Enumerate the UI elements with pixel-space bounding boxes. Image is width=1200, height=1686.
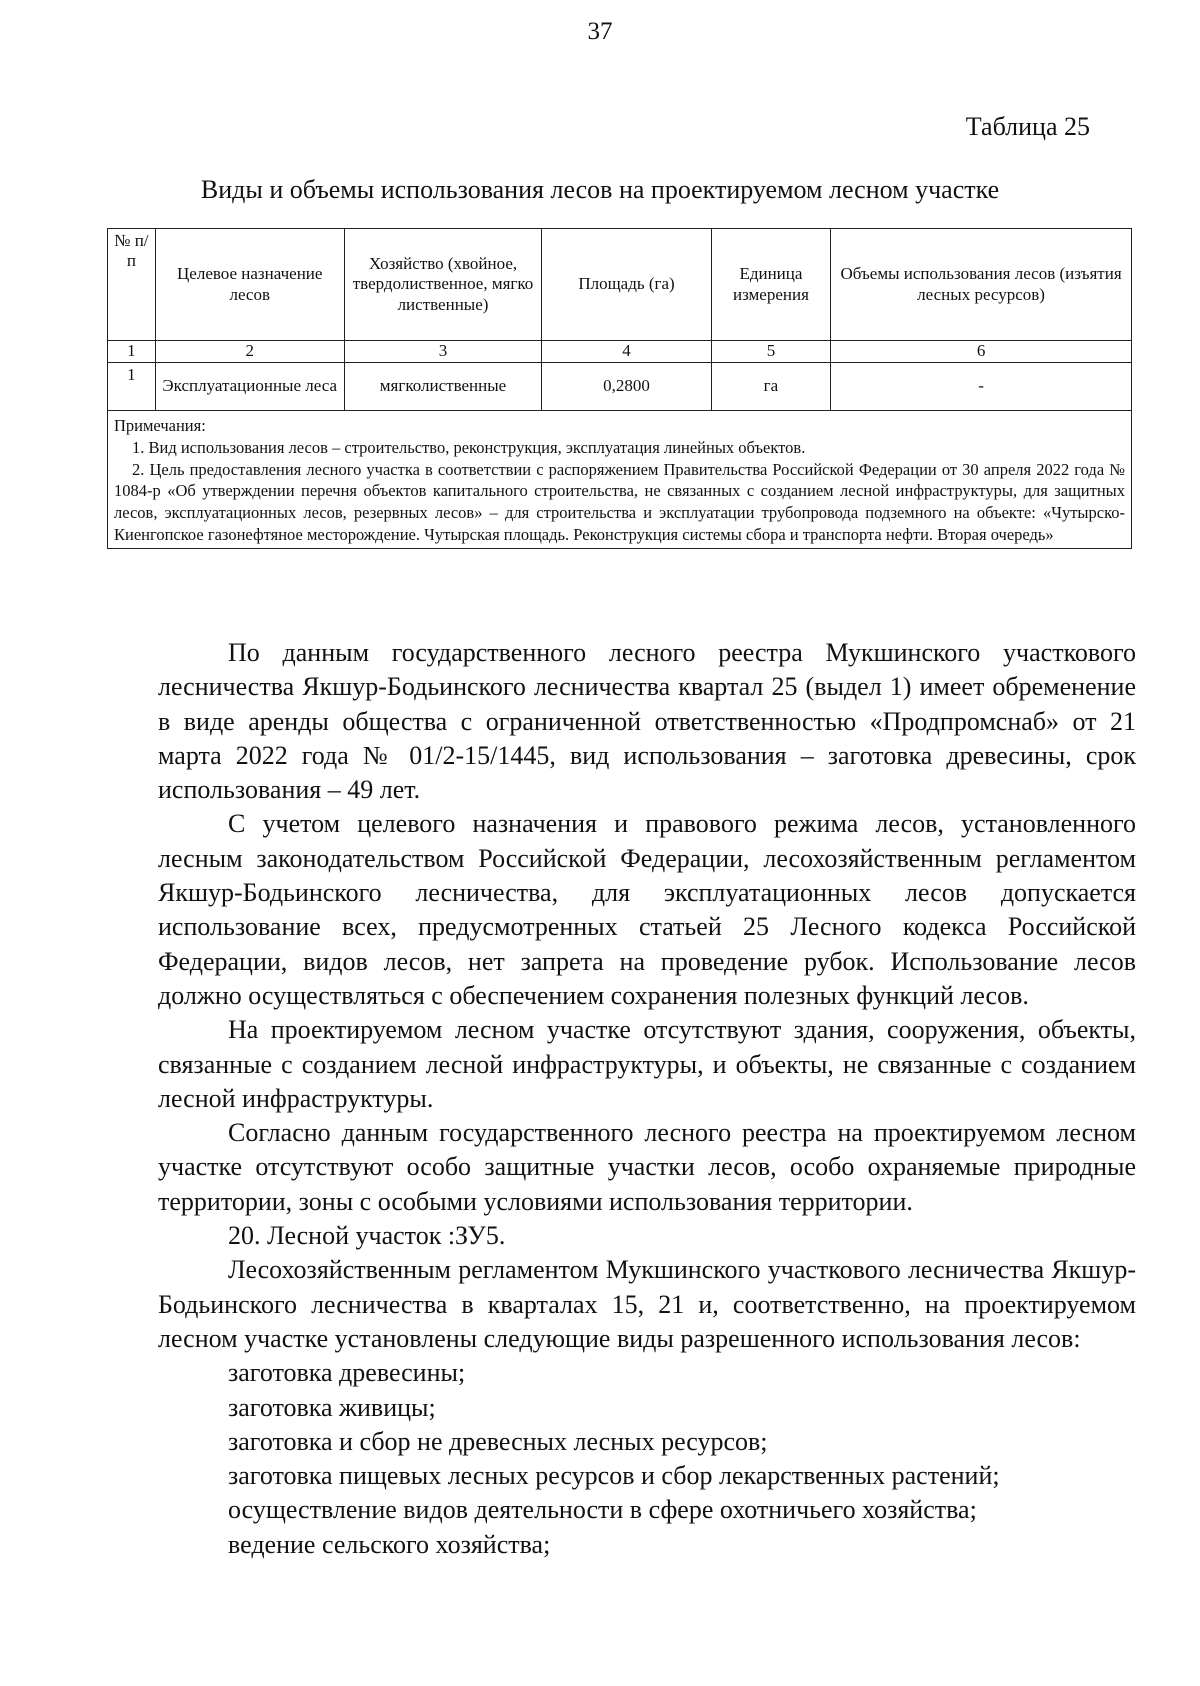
cell-unit: га bbox=[711, 363, 830, 411]
cell-number: 1 bbox=[108, 363, 156, 411]
header-number: № п/п bbox=[108, 229, 156, 341]
section-heading: 20. Лесной участок :ЗУ5. bbox=[228, 1221, 506, 1251]
notes-row bbox=[108, 411, 1132, 549]
header-economy: Хозяйство (хвойное, твердолиственное, мягко лиственные) bbox=[344, 229, 542, 341]
cell-economy: мягколиственные bbox=[344, 363, 542, 411]
paragraph: На проектируемом лесном участке отсутствуют здания, сооружения, объекты, связанные с созданием лесной инфраструктуры, и объекты, не связанные с созданием лесной инфраструктуры. bbox=[158, 1015, 1136, 1113]
header-unit: Единица измерения bbox=[711, 229, 830, 341]
list-item: ведение сельского хозяйства; bbox=[228, 1529, 551, 1559]
paragraph: По данным государственного лесного реестра Мукшинского участкового лесничества Якшур-Бодьинского лесничества квартал 25 (выдел 1) имеет обременение в виде аренды общества с ограниченной ответственностью «Продпромснаб» от 21 марта 2022 года № 01/2-15/1445, вид использования – заготовка древесины, срок использования – 49 лет. bbox=[158, 638, 1136, 805]
header-area: Площадь (га) bbox=[542, 229, 711, 341]
column-number: 3 bbox=[344, 341, 542, 363]
column-numbers-row bbox=[108, 341, 1132, 363]
notes-title: Примечания: bbox=[114, 416, 206, 435]
table-caption: Таблица 25 bbox=[965, 112, 1090, 141]
page-number: 37 bbox=[587, 18, 613, 45]
list-item: заготовка пищевых лесных ресурсов и сбор лекарственных растений; bbox=[228, 1461, 1000, 1491]
list-item: заготовка и сбор не древесных лесных ресурсов; bbox=[228, 1426, 768, 1456]
column-number: 1 bbox=[108, 341, 156, 363]
table-row bbox=[108, 363, 1132, 411]
list-item: заготовка древесины; bbox=[228, 1358, 466, 1388]
table-header-row bbox=[108, 229, 1132, 341]
note-item: 1. Вид использования лесов – строительство, реконструкция, эксплуатация линейных объектов. bbox=[132, 437, 806, 457]
paragraph: С учетом целевого назначения и правового режима лесов, установленного лесным законодательством Российской Федерации, лесохозяйственным регламентом Якшур-Бодьинского лесничества, для эксплуатационных лесов допускается использование всех, предусмотренных статьей 25 Лесного кодекса Российской Федерации, видов лесов, нет запрета на проведение рубок. Использование лесов должно осуществляться с обеспечением сохранения полезных функций лесов. bbox=[158, 809, 1136, 1010]
cell-purpose: Эксплуатационные леса bbox=[155, 363, 344, 411]
list-item: заготовка живицы; bbox=[228, 1392, 436, 1422]
header-volume: Объемы использования лесов (изъятия лесных ресурсов) bbox=[831, 229, 1132, 341]
column-number: 5 bbox=[711, 341, 830, 363]
column-number: 6 bbox=[831, 341, 1132, 363]
note-item: 2. Цель предоставления лесного участка в соответствии с распоряжением Правительства Российской Федерации от 30 апреля 2022 года № 1084-р «Об утверждении перечня объектов капитального строительства, не связанных с созданием лесной инфраструктуры, для защитных лесов, эксплуатационных лесов, резервных лесов» – для строительства и эксплуатации трубопровода подземного на объекте: «Чутырско-Киенгопское газонефтяное месторождение. Чутырская площадь. Реконструкция системы сбора и транспорта нефти. Вторая очередь» bbox=[114, 459, 1125, 544]
table-notes bbox=[108, 411, 1132, 549]
list-item: осуществление видов деятельности в сфере охотничьего хозяйства; bbox=[228, 1495, 977, 1525]
forest-usage-table bbox=[107, 228, 1132, 549]
body-text bbox=[158, 636, 1136, 1562]
paragraph: Лесохозяйственным регламентом Мукшинского участкового лесничества Якшур-Бодьинского лесничества в кварталах 15, 21 и, соответственно, на проектируемом лесном участке установлены следующие виды разрешенного использования лесов: bbox=[158, 1255, 1136, 1353]
table-title: Виды и объемы использования лесов на проектируемом лесном участке bbox=[200, 175, 1000, 204]
cell-area: 0,2800 bbox=[542, 363, 711, 411]
header-purpose: Целевое назначение лесов bbox=[155, 229, 344, 341]
column-number: 2 bbox=[155, 341, 344, 363]
column-number: 4 bbox=[542, 341, 711, 363]
paragraph: Согласно данным государственного лесного реестра на проектируемом лесном участке отсутствуют особо защитные участки лесов, особо охраняемые природные территории, зоны с особыми условиями использования территории. bbox=[158, 1118, 1136, 1216]
cell-volume: - bbox=[831, 363, 1132, 411]
